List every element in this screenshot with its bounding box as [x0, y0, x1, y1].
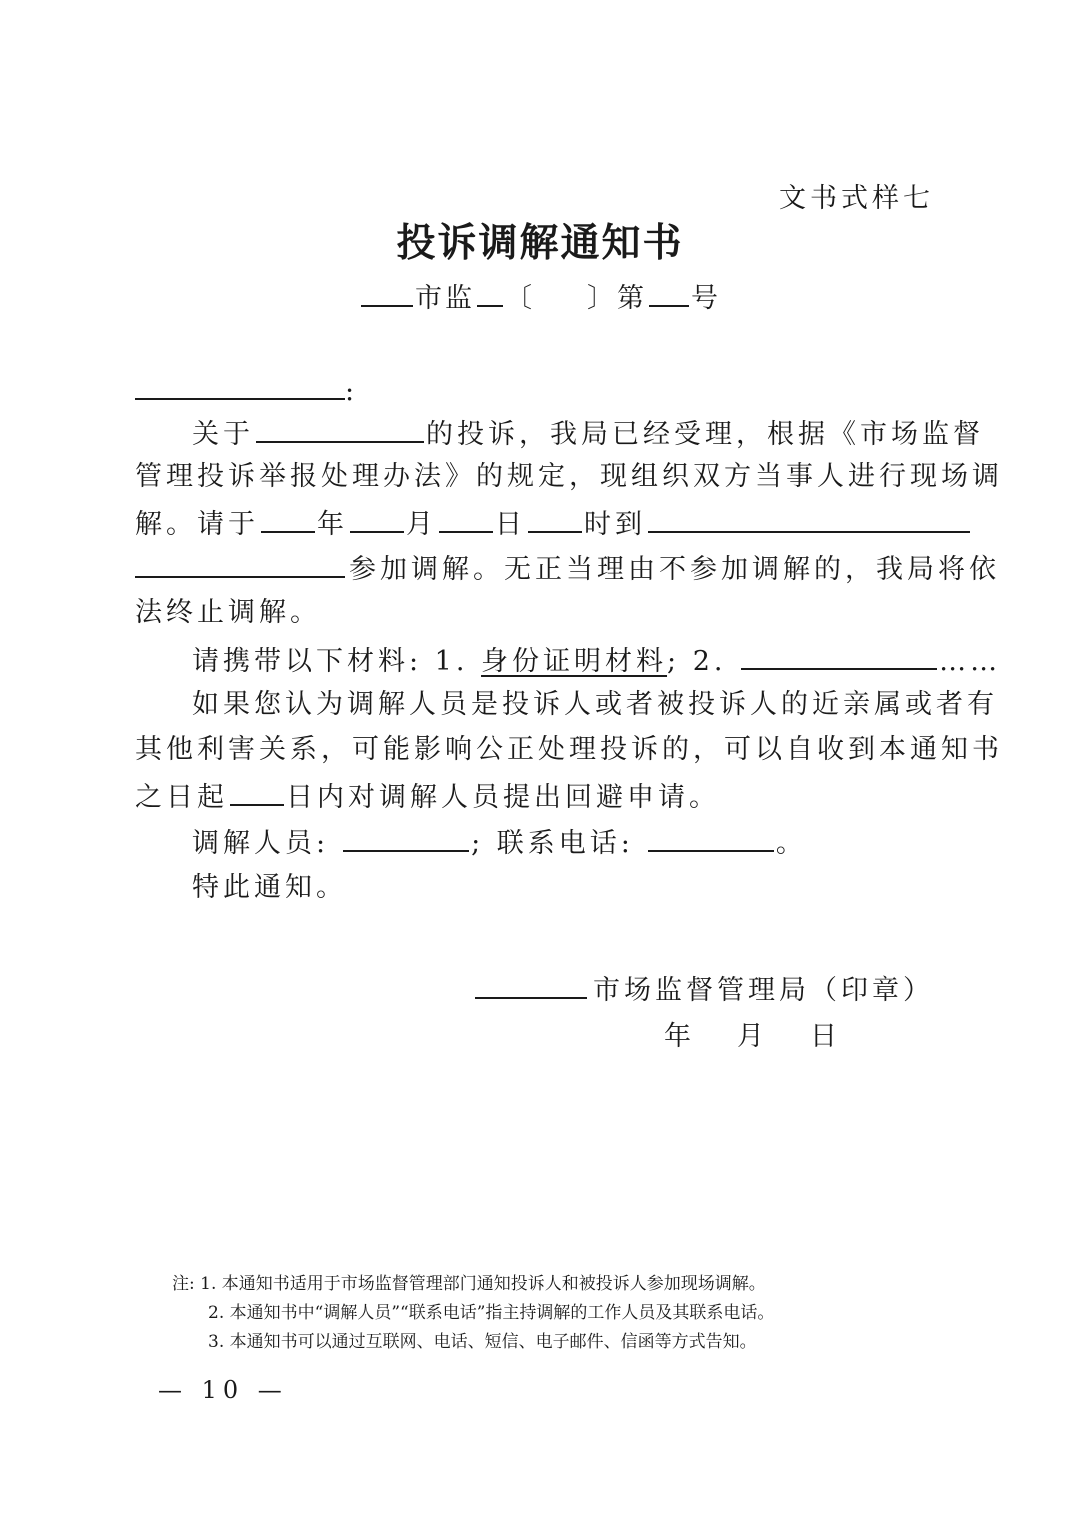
blank-material-2: [741, 640, 937, 670]
blank-days: [230, 776, 284, 806]
para1-line1: [192, 413, 984, 455]
document-style-label: 文书式样七: [779, 183, 934, 214]
note-prefix: 3.: [208, 1332, 225, 1352]
contact-line: [192, 822, 807, 864]
document-number-line: [0, 276, 1080, 315]
note-text: 本通知书中“调解人员”“联系电话”指主持调解的工作人员及其联系电话。: [229, 1303, 775, 1323]
closing-line: 特此通知。: [192, 872, 347, 903]
blank-location-cont: [135, 548, 345, 578]
id-material-text: 身份证明材料: [481, 646, 668, 677]
blank-hour: [528, 503, 582, 533]
text: 年: [317, 509, 348, 540]
text: 参加调解。无正当理由不参加调解的，我局将依: [349, 554, 1000, 585]
text: ; 2.: [667, 646, 740, 677]
blank-year-prefix: [477, 277, 503, 307]
date-year: 年: [664, 1021, 691, 1052]
salutation-line: [135, 370, 358, 412]
note-prefix: 2.: [208, 1303, 225, 1323]
text: 之日起: [135, 782, 228, 813]
blank-recipient: [135, 370, 345, 400]
note-item: [172, 1270, 774, 1299]
text: 时到: [584, 509, 646, 540]
salutation-colon: :: [345, 376, 359, 407]
ellipsis: ……: [939, 646, 1002, 677]
date-month: 月: [737, 1021, 764, 1052]
note-item: [172, 1328, 774, 1357]
para1-line5: 法终止调解。: [135, 597, 321, 628]
blank-location: [648, 503, 970, 533]
note-text: 本通知书可以通过互联网、电话、短信、电子邮件、信函等方式告知。: [229, 1332, 757, 1352]
note-text: 本通知书适用于市场监督管理部门通知投诉人和被投诉人参加现场调解。: [221, 1274, 766, 1294]
para3-line2: 其他利害关系，可能影响公正处理投诉的，可以自收到本通知书: [135, 734, 1003, 765]
doc-number-text-3: 〕第: [587, 283, 647, 314]
document-title: 投诉调解通知书: [396, 220, 684, 266]
para1-line2: 管理投诉举报处理办法》的规定，现组织双方当事人进行现场调: [135, 461, 1003, 492]
doc-number-text-4: 号: [691, 283, 721, 314]
blank-region: [361, 277, 413, 307]
note-item: [172, 1299, 774, 1328]
text: 日: [495, 509, 526, 540]
materials-line: [192, 640, 1001, 682]
mediator-label: 调解人员:: [192, 828, 330, 859]
blank-mediator: [343, 822, 469, 852]
page-number: — 10 —: [158, 1376, 288, 1404]
blank-authority: [475, 969, 587, 999]
date-line: [664, 1014, 837, 1053]
blank-month: [350, 503, 404, 533]
doc-number-text-1: 市监: [415, 283, 475, 314]
blank-day: [439, 503, 493, 533]
notes-section: [172, 1270, 774, 1357]
note-prefix: 注: 1.: [172, 1274, 217, 1294]
text: 解。请于: [135, 509, 259, 540]
authority-name: 市场监督管理局（印章）: [593, 975, 934, 1006]
text: 日内对调解人员提出回避申请。: [286, 782, 720, 813]
para1-line4: [135, 548, 1000, 590]
blank-complaint-subject: [256, 413, 424, 443]
doc-number-text-2: 〔: [505, 283, 535, 314]
text: 。: [775, 828, 807, 859]
blank-serial: [649, 277, 689, 307]
text: 关于: [192, 419, 254, 450]
phone-label: ; 联系电话:: [471, 828, 634, 859]
signature-line: [475, 968, 934, 1007]
para3-line3: [135, 776, 720, 818]
text: 请携带以下材料: 1.: [192, 646, 482, 677]
date-day: 日: [810, 1021, 837, 1052]
para3-line1: 如果您认为调解人员是投诉人或者被投诉人的近亲属或者有: [192, 689, 998, 720]
blank-phone: [648, 822, 774, 852]
para1-line3: [135, 503, 972, 545]
text: 月: [406, 509, 437, 540]
blank-year: [261, 503, 315, 533]
text: 的投诉，我局已经受理，根据《市场监督: [426, 419, 984, 450]
